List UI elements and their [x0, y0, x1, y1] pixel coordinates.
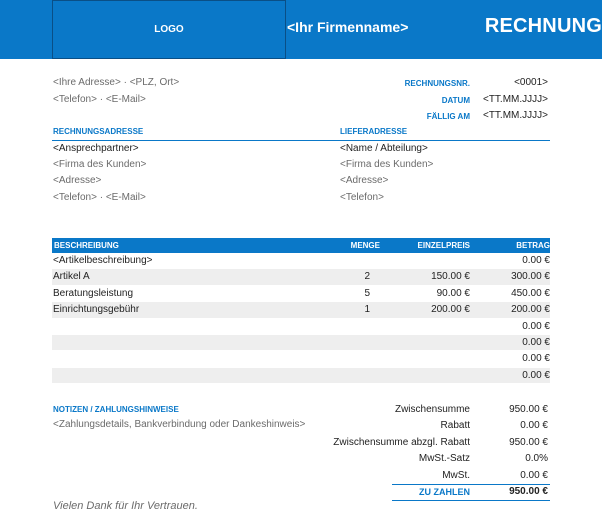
table-row — [52, 319, 550, 335]
shipping-address-heading: LIEFERADRESSE — [340, 127, 408, 136]
table-row — [52, 302, 550, 318]
tax-rate-value: 0.0% — [525, 453, 548, 464]
shipping-name: <Name / Abteilung> — [340, 143, 428, 154]
row-unit-price: 90.00 € — [436, 287, 470, 299]
row-amount: 0.00 € — [522, 255, 550, 266]
total-top-line — [392, 484, 550, 485]
shipping-address: <Adresse> — [340, 175, 389, 186]
due-date-value: <TT.MM.JJJJ> — [482, 110, 548, 121]
total-due-label: ZU ZAHLEN — [419, 487, 470, 497]
row-quantity: 5 — [364, 287, 370, 299]
header-description: BESCHREIBUNG — [54, 241, 119, 250]
discount-label: Rabatt — [440, 420, 470, 431]
row-description: Artikel A — [53, 271, 90, 283]
sender-contact: <Telefon> · <E-Mail> — [53, 94, 146, 105]
billing-company: <Firma des Kunden> — [53, 159, 147, 170]
total-due-value: 950.00 € — [509, 486, 548, 497]
table-row — [52, 286, 550, 302]
table-row — [52, 368, 550, 384]
tax-label: MwSt. — [442, 470, 470, 481]
tax-value: 0.00 € — [520, 470, 548, 481]
row-amount: 0.00 € — [522, 336, 550, 348]
billing-contact: <Ansprechpartner> — [53, 143, 139, 154]
total-bottom-line — [392, 500, 550, 501]
table-row — [52, 253, 550, 269]
address-divider — [52, 140, 550, 141]
notes-heading: NOTIZEN / ZAHLUNGSHINWEISE — [53, 405, 179, 414]
table-row — [52, 335, 550, 351]
tax-rate-label: MwSt.-Satz — [418, 453, 470, 464]
header-unit-price: EINZELPREIS — [417, 241, 470, 250]
invoice-header — [0, 0, 602, 59]
row-unit-price: 200.00 € — [431, 304, 470, 316]
billing-address: <Adresse> — [53, 175, 102, 186]
invoice-date-label: DATUM — [441, 96, 470, 105]
thank-you-note: Vielen Dank für Ihr Vertrauen. — [53, 500, 198, 512]
shipping-phone: <Telefon> — [340, 192, 384, 203]
invoice-date-value: <TT.MM.JJJJ> — [482, 94, 548, 105]
row-description: Einrichtungsgebühr — [53, 304, 140, 316]
row-amount: 450.00 € — [511, 287, 550, 299]
line-items-table — [52, 238, 550, 384]
table-row — [52, 351, 550, 367]
subtotal-label: Zwischensumme — [394, 404, 470, 415]
table-header — [52, 238, 550, 253]
row-quantity: 1 — [364, 304, 370, 316]
shipping-company: <Firma des Kunden> — [340, 159, 434, 170]
row-unit-price: 150.00 € — [431, 271, 470, 283]
row-amount: 200.00 € — [511, 304, 550, 316]
subtotal-value: 950.00 € — [509, 404, 548, 415]
sender-address: <Ihre Adresse> · <PLZ, Ort> — [53, 77, 180, 88]
billing-phone-email: <Telefon> · <E-Mail> — [53, 192, 146, 203]
row-amount: 0.00 € — [522, 320, 550, 332]
row-description: <Artikelbeschreibung> — [53, 255, 153, 266]
billing-address-heading: RECHNUNGSADRESSE — [53, 127, 144, 136]
row-amount: 300.00 € — [511, 271, 550, 283]
discount-value: 0.00 € — [520, 420, 548, 431]
document-title: RECHNUNG — [484, 15, 602, 37]
header-quantity: MENGE — [350, 241, 380, 250]
row-amount: 0.00 € — [522, 353, 550, 365]
invoice-number-label: RECHNUNGSNR. — [404, 79, 470, 88]
company-name: <Ihr Firmenname> — [287, 19, 409, 35]
table-row — [52, 269, 550, 285]
row-amount: 0.00 € — [522, 369, 550, 381]
notes-text: <Zahlungsdetails, Bankverbindung oder Dankeshinweis> — [53, 419, 306, 430]
header-amount: BETRAG — [516, 241, 550, 250]
invoice-number-value: <0001> — [514, 77, 548, 88]
subtotal-after-discount-label: Zwischensumme abzgl. Rabatt — [333, 437, 470, 448]
row-quantity: 2 — [364, 271, 370, 283]
due-date-label: FÄLLIG AM — [426, 112, 470, 121]
logo-placeholder: LOGO — [52, 0, 286, 59]
subtotal-after-discount-value: 950.00 € — [509, 437, 548, 448]
row-description: Beratungsleistung — [53, 287, 134, 299]
